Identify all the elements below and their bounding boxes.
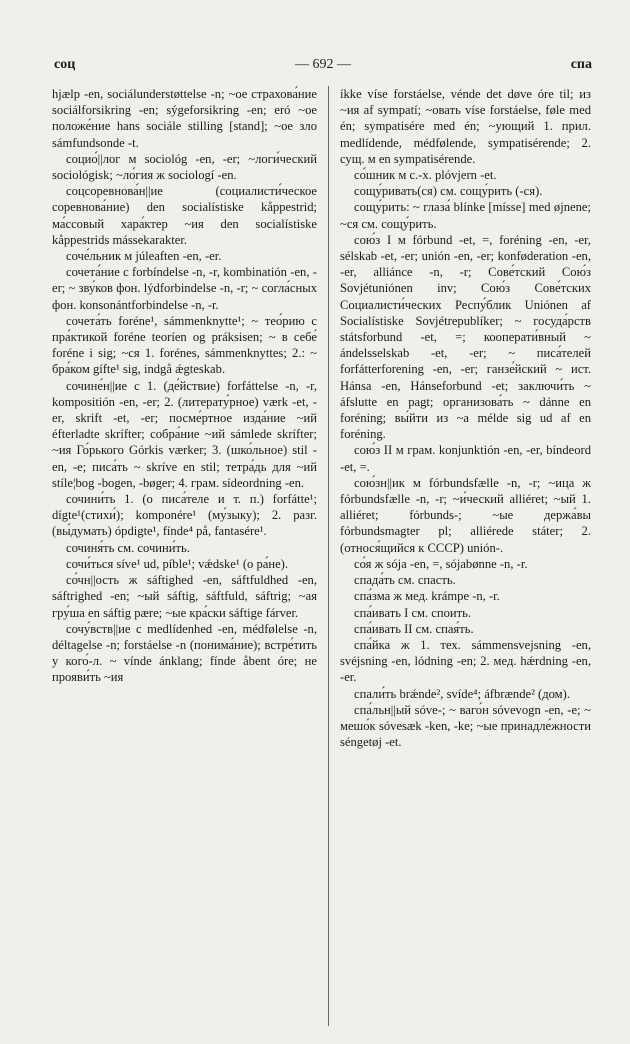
dictionary-entry: сою́з I м fórbund -et, =, foréning -en, -er, sélskab -et, -er; unión -en, -er; konføderation -en, -er, alliánce -n, -r; Сове́тский Сою́з Sovjétuniónen inv; Сою́з Сове́тских Социалисти́ческих Респу́блик Uniónen af Socialístiske Sovjétrepublíker; ~ госуда́рств státsforbund -et, =; кооперати́вный ~ ándelsselskab -et, -er; ~ писа́телей forfátterforening -en, -er; ганзе́йский ~ ист. Hánsa -en, Hánseforbund -et; заключи́ть ~ áfslutte en pagt; организова́ть ~ dánne en foréning; вы́йти из ~а mélde sig ud af en foréning. — [340, 232, 591, 442]
page-header — [54, 57, 592, 77]
dictionary-entry: сою́зн||ик м fórbundsfælle -n, -r; ~ица ж fórbundsfælle -n, -r; ~и́ческий alliéret; ~ый 1. alliéret; fórbunds-; ~ые держа́вы fórbundsmagter pl; alliérede státer; 2. (относя́щийся к СССР) unión-. — [340, 475, 591, 555]
dictionary-entry: спа́йка ж 1. тех. sámmensvejsning -en, svéjsning -en, lódning -en; 2. мед. hǽrdning -en, -er. — [340, 637, 591, 685]
dictionary-entry: спа́ивать I см. споить. — [354, 605, 472, 620]
dictionary-entry: сощу́рить: ~ глаза́ blínke [míssе] med øjnene; ~ся см. сощу́рить. — [340, 200, 591, 231]
dictionary-entry: íkke víse forstáelse, vénde det døve óre til; из ~ия af sympatí; ~овать víse forstáelse, føle med én; sympatisére med én; ~ующий 1. прил. medlídende, médfølende, sympatisérende; 2. сущ. м en sympatisérende. — [340, 87, 591, 166]
dictionary-entry: социо́||лог м sociológ -en, -er; ~логи́ческий sociológisk; ~ло́гия ж sociologí -en. — [52, 151, 317, 183]
dictionary-entry: со́шник м с.-х. plóvjern -et. — [354, 168, 497, 183]
dictionary-entry: соче́льник м júleaften -en, -er. — [66, 249, 222, 264]
dictionary-entry: спали́ть brǽnde², svíde⁴; áfbrænde² (дом). — [354, 686, 570, 701]
page-number: — 692 — — [295, 57, 351, 72]
left-column — [52, 86, 317, 1026]
right-column — [340, 86, 591, 1026]
dictionary-entry: сочи́ться síve¹ ud, píble¹; vǽdske¹ (о ра́не). — [66, 556, 289, 571]
dictionary-entry: сочета́ние с forbíndelse -n, -r, kombinatión -en, -er; ~ зву́ков фон. lýdforbindelse -n, -r; ~ согла́сных фон. konsonántforbindelse -n, -r. — [52, 265, 317, 312]
dictionary-entry: hjælp -en, sociálunderstøttelse -n; ~oe страхова́ние sociálforsikring -en; sýgeforsikring -en; eró ~oe положе́ние hans sociále stilling [stand]; ~oe зло sámfundsonde -t. — [52, 87, 317, 150]
left-catchword: соц — [54, 57, 76, 72]
dictionary-entry: сочине́н||ие с 1. (де́йствие) forfáttelse -n, -r, kompositión -en, -er; 2. (литерату́рное) værk -et, -er, skrift -et, -er; посме́ртное изда́ние ~ий éfterladte skrífter; собра́ние ~ий sámlede skrífter; ~ия Го́рького Górkis værker; 3. (шко́льное) stil -en, -e; писа́ть ~ skríve en stil; тетра́дь для ~ий stíle¦bog -bogen, -bøger; 4. грам. sídeordning -en. — [52, 378, 317, 490]
dictionary-entry: со́чн||ость ж sáftighed -en, sáftfuldhed -en, sáftrighed -en; ~ый sáftig, sáftfuld, sáftrig; ~ая гру́ша en sáftig pære; ~ые кра́ски sáftige fárver. — [52, 573, 317, 620]
dictionary-entry: сощу́ривать(ся) см. сощу́рить (-ся). — [354, 184, 543, 199]
column-divider — [328, 86, 329, 1026]
dictionary-entry: спа́зма ж мед. krámpe -n, -r. — [354, 589, 500, 604]
dictionary-entry: спа́ивать II см. спая́ть. — [354, 621, 474, 636]
dictionary-entry: соцсоревнова́н||ие (социалисти́ческое соревнова́ние) den socialístiske kåppestrid; ма́ссовый хара́ктер ~ия den socialístiske kåppestrids mássekarakter. — [52, 184, 317, 247]
dictionary-entry: сочиня́ть см. сочини́ть. — [66, 540, 190, 555]
dictionary-entry: сочета́ть foréne¹, sámmenknytte¹; ~ тео́рию с пра́ктикой foréne teoríen og práksisen; ~ в себе́ foréne i sig; ~ся 1. forénes, sámmenknyttes; 2.: ~ бра́ком gífte¹ sig, indgå ǽgteskab. — [52, 313, 317, 377]
dictionary-entry: спа́льн||ый sóve-; ~ ваго́н sóvevogn -en, -e; ~ мешо́к sóvesæk -ken, -ke; ~ые принадле́жности séngetøj -et. — [340, 702, 591, 750]
right-catchword: спа — [570, 57, 592, 72]
dictionary-entry: сою́з II м грам. konjunktión -en, -er, bíndeord -et, =. — [340, 443, 591, 474]
dictionary-entry: спада́ть см. спасть. — [354, 573, 456, 588]
dictionary-entry: со́я ж sója -en, =, sójabønne -n, -r. — [354, 556, 528, 571]
dictionary-entry: сочини́ть 1. (о писа́теле и т. п.) forfátte¹; dígte¹(стихи́); komponére¹ (му́зыку); 2. разг. (вы́думать) ópdigte¹, fínde⁴ på, fantasére¹. — [52, 492, 317, 539]
dictionary-entry: сочу́вств||ие с medlídenhed -en, médfølelse -n, déltagelse -n; forstáelse -n (понима́ние); встре́тить у кого́-л. ~ vínde ánklang; fínde åbent óre; не прояви́ть ~ия — [52, 621, 317, 685]
